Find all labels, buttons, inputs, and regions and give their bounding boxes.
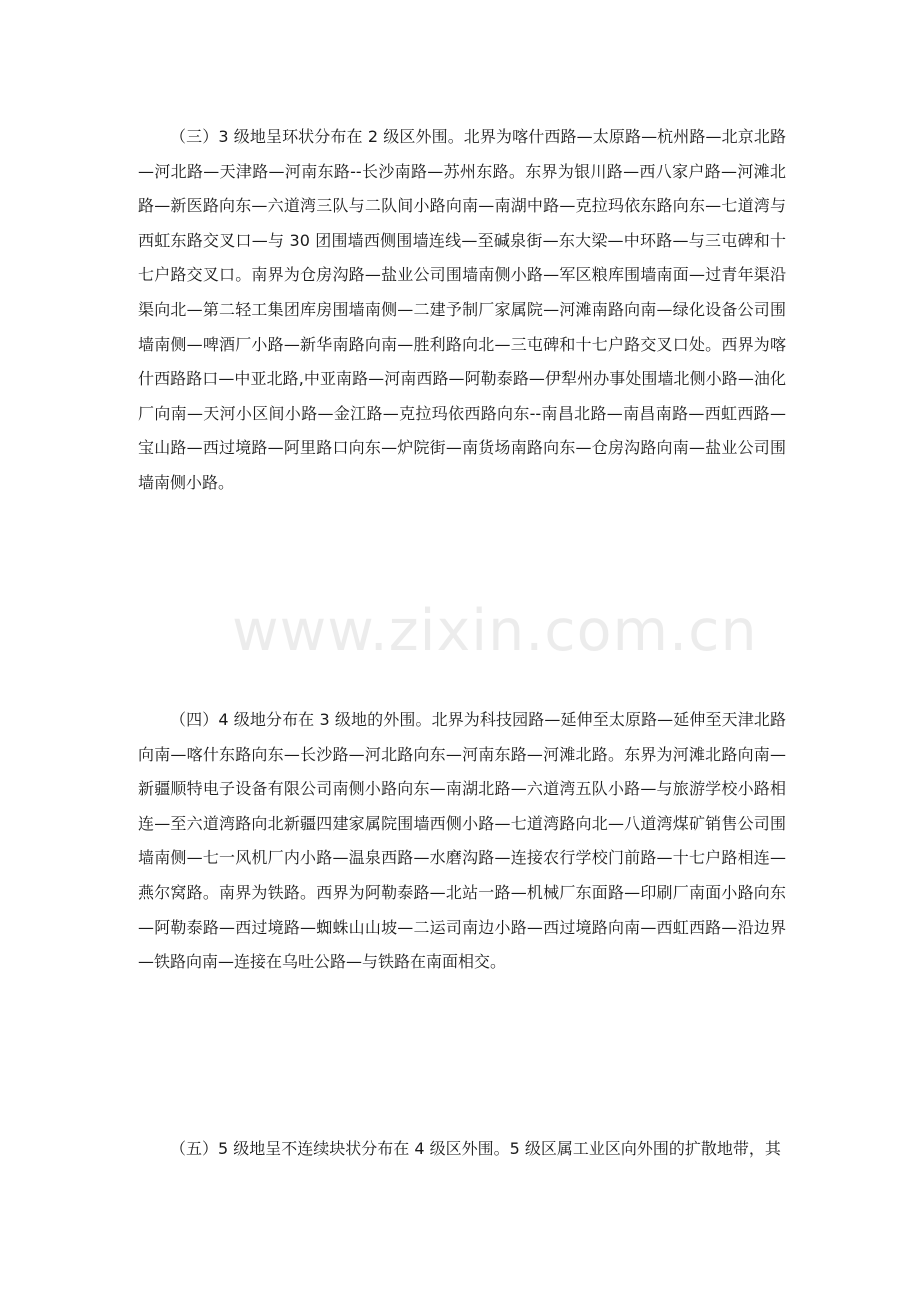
paragraph-grade-3: （三）3 级地呈环状分布在 2 级区外围。北界为喀什西路—太原路—杭州路—北京北路—河北路—天津路—河南东路--长沙南路—苏州东路。东界为银川路—西八家户路—河滩北路—新医路向东—六道湾三队与二队间小路向南—南湖中路—克拉玛依东路向东—七道湾与西虹东路交叉口—与 30 团围墙西侧围墙连线—至碱泉街—东大梁—中环路—与三屯碑和十七户路交叉口。南界为仓房沟路—盐业公司围墙南侧小路—军区粮库围墙南面—过青年渠沿渠向北—第二轻工集团库房围墙南侧—二建予制厂家属院—河滩南路向南—绿化设备公司围墙南侧—啤酒厂小路—新华南路向南—胜利路向北—三屯碑和十七户路交叉口处。西界为喀什西路路口—中亚北路,中亚南路—河南西路—阿勒泰路—伊犁州办事处围墙北侧小路—油化厂向南—天河小区间小路—金江路—克拉玛依西路向东--南昌北路—南昌南路—西虹西路—宝山路—西过境路—阿里路口向东—炉院街—南货场南路向东—仓房沟路向南—盐业公司围墙南侧小路。 (138, 127, 786, 492)
paragraph-grade-4: （四）4 级地分布在 3 级地的外围。北界为科技园路—延伸至太原路—延伸至天津北路向南—喀什东路向东—长沙路—河北路向东—河南东路—河滩北路。东界为河滩北路向南—新疆顺特电子设备有限公司南侧小路向东—南湖北路—六道湾五队小路—与旅游学校小路相连—至六道湾路向北新疆四建家属院围墙西侧小路—七道湾路向北—八道湾煤矿销售公司围墙南侧—七一风机厂内小路—温泉西路—水磨沟路—连接农行学校门前路—十七户路相连—燕尔窝路。南界为铁路。西界为阿勒泰路—北站一路—机械厂东面路—印刷厂南面小路向东—阿勒泰路—西过境路—蜘蛛山山坡—二运司南边小路—西过境路向南—西虹西路—沿边界—铁路向南—连接在乌吐公路—与铁路在南面相交。 (138, 710, 786, 972)
paragraph-grade-5: （五）5 级地呈不连续块状分布在 4 级区外围。5 级区属工业区向外围的扩散地带，其 (170, 1139, 781, 1158)
watermark: www.zixin.com.cn (232, 598, 758, 664)
